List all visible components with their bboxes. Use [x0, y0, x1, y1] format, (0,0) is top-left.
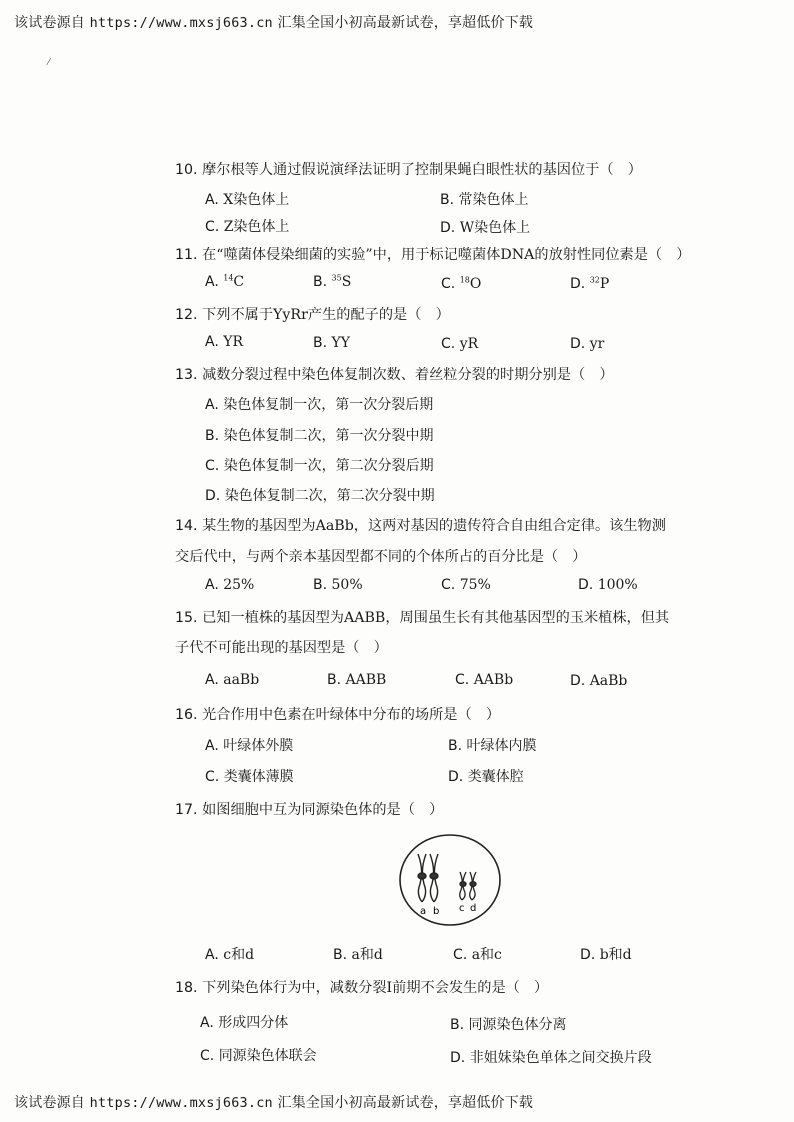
option-14-b[interactable]: B. 50% [313, 577, 363, 593]
chromosome-a [418, 854, 426, 902]
question-text: 减数分裂过程中染色体复制次数、着丝粒分裂的时期分别是（ ） [202, 367, 614, 383]
option-13-b[interactable]: B. 染色体复制二次，第一次分裂中期 [205, 428, 434, 444]
question-14: 14. 某生物的基因型为AaBb，这两对基因的遗传符合自由组合定律。该生物测 [175, 518, 666, 534]
option-16-b[interactable]: B. 叶绿体内膜 [448, 738, 537, 754]
option-10-a[interactable]: A. X染色体上 [205, 192, 290, 208]
option-15-d[interactable]: D. AaBb [570, 673, 628, 689]
banner-suffix: 汇集全国小初高最新试卷，享超低价下载 [277, 1095, 534, 1111]
question-text: 已知一植株的基因型为AABB，周围虽生长有其他基因型的玉米植株，但其 [202, 610, 670, 626]
chromosome-b [430, 854, 438, 902]
option-16-c[interactable]: C. 类囊体薄膜 [205, 769, 294, 785]
option-10-b[interactable]: B. 常染色体上 [440, 192, 529, 208]
question-text: 光合作用中色素在叶绿体中分布的场所是（ ） [202, 707, 501, 723]
option-14-a[interactable]: A. 25% [205, 577, 255, 593]
option-13-c[interactable]: C. 染色体复制一次，第二次分裂后期 [205, 458, 434, 474]
option-16-d[interactable]: D. 类囊体腔 [448, 769, 524, 785]
question-11: 11. 在“噬菌体侵染细菌的实验”中，用于标记噬菌体DNA的放射性同位素是（ ） [175, 247, 691, 263]
chromosome-d [470, 872, 476, 900]
option-16-a[interactable]: A. 叶绿体外膜 [205, 738, 294, 754]
chromosome-c [460, 872, 466, 900]
option-12-b[interactable]: B. YY [313, 335, 350, 351]
question-15: 15. 已知一植株的基因型为AABB，周围虽生长有其他基因型的玉米植株，但其 [175, 610, 670, 626]
option-17-d[interactable]: D. b和d [580, 947, 632, 963]
option-17-a[interactable]: A. c和d [205, 947, 255, 963]
option-11-c[interactable]: C. $^{18}$O [441, 275, 482, 292]
header-banner [14, 12, 533, 32]
question-text: 下列不属于YyRr产生的配子的是（ ） [202, 307, 450, 323]
option-17-c[interactable]: C. a和c [453, 947, 502, 963]
option-11-a[interactable]: A. $^{14}$C [205, 273, 245, 290]
question-14-continued: 交后代中，与两个亲本基因型都不同的个体所占的百分比是（ ） [175, 549, 587, 565]
option-13-d[interactable]: D. 染色体复制二次，第二次分裂中期 [205, 488, 435, 504]
option-18-c[interactable]: C. 同源染色体联会 [200, 1048, 317, 1064]
option-10-d[interactable]: D. W染色体上 [440, 220, 531, 236]
label-b: b [433, 906, 440, 917]
option-14-d[interactable]: D. 100% [578, 577, 638, 593]
question-15-continued: 子代不可能出现的基因型是（ ） [175, 640, 388, 656]
scan-mark: ⁄ [48, 58, 50, 68]
question-text: 某生物的基因型为AaBb，这两对基因的遗传符合自由组合定律。该生物测 [202, 518, 666, 534]
question-16: 16. 光合作用中色素在叶绿体中分布的场所是（ ） [175, 707, 501, 723]
question-10: 10. 摩尔根等人通过假说演绎法证明了控制果蝇白眼性状的基因位于（ ） [175, 162, 642, 178]
question-text: 摩尔根等人通过假说演绎法证明了控制果蝇白眼性状的基因位于（ ） [202, 162, 642, 178]
banner-prefix: 该试卷源自 [14, 15, 85, 31]
label-a: a [420, 906, 427, 917]
option-17-b[interactable]: B. a和d [333, 947, 383, 963]
option-18-a[interactable]: A. 形成四分体 [200, 1015, 289, 1031]
question-13: 13. 减数分裂过程中染色体复制次数、着丝粒分裂的时期分别是（ ） [175, 367, 614, 383]
option-12-c[interactable]: C. yR [441, 336, 479, 352]
option-10-c[interactable]: C. Z染色体上 [205, 219, 290, 235]
label-d: d [470, 903, 477, 914]
banner-suffix: 汇集全国小初高最新试卷，享超低价下载 [277, 15, 534, 31]
option-13-a[interactable]: A. 染色体复制一次，第一次分裂后期 [205, 397, 434, 413]
question-17: 17. 如图细胞中互为同源染色体的是（ ） [175, 802, 444, 818]
banner-url[interactable]: https://www.mxsj663.cn [89, 15, 273, 31]
footer-banner [14, 1092, 533, 1112]
question-text: 在“噬菌体侵染细菌的实验”中，用于标记噬菌体DNA的放射性同位素是（ ） [202, 247, 691, 263]
option-11-d[interactable]: D. $^{32}$P [570, 275, 610, 292]
option-11-b[interactable]: B. $^{35}$S [313, 273, 352, 290]
option-15-a[interactable]: A. aaBb [205, 672, 260, 688]
option-15-b[interactable]: B. AABB [327, 672, 387, 688]
question-text: 下列染色体行为中，减数分裂Ⅰ前期不会发生的是（ ） [202, 980, 549, 996]
option-12-d[interactable]: D. yr [570, 336, 605, 352]
option-18-d[interactable]: D. 非姐妹染色单体之间交换片段 [450, 1050, 652, 1066]
option-12-a[interactable]: A. YR [205, 334, 244, 350]
option-15-c[interactable]: C. AABb [455, 672, 514, 688]
banner-prefix: 该试卷源自 [14, 1095, 85, 1111]
cell-outline [400, 835, 500, 925]
option-14-c[interactable]: C. 75% [441, 577, 491, 593]
cell-chromosome-figure [398, 832, 502, 928]
option-18-b[interactable]: B. 同源染色体分离 [450, 1017, 567, 1033]
question-12: 12. 下列不属于YyRr产生的配子的是（ ） [175, 307, 450, 323]
question-18: 18. 下列染色体行为中，减数分裂Ⅰ前期不会发生的是（ ） [175, 980, 549, 996]
banner-url[interactable]: https://www.mxsj663.cn [89, 1095, 273, 1111]
label-c: c [459, 903, 465, 914]
question-text: 如图细胞中互为同源染色体的是（ ） [202, 802, 444, 818]
